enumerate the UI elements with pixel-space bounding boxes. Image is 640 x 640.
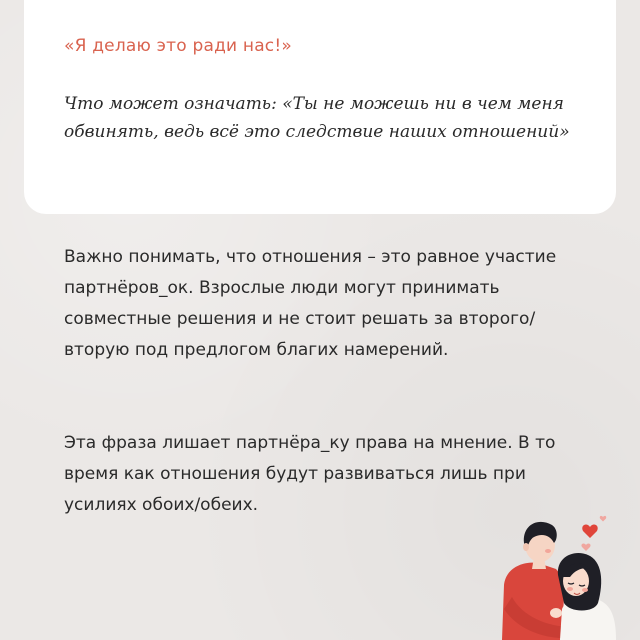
- heart-icon: [581, 516, 606, 551]
- body-paragraph-2: Эта фраза лишает партнёра_ку права на мнение. В то время как отношения будут развиваться лишь при усилиях обоих/обеих.: [64, 433, 556, 515]
- card-quote: Что может означать: «Ты не можешь ни в чем меня обвинять, ведь всё это следствие наших отношений»: [64, 94, 570, 142]
- quote-card: [24, 0, 616, 214]
- card-title: «Я делаю это ради нас!»: [64, 36, 292, 56]
- body-paragraph-1: Важно понимать, что отношения – это равное участие партнёров_ок. Взрослые люди могут принимать совместные решения и не стоит решать за второго/вторую под предлогом благих намерений.: [64, 247, 557, 360]
- hugging-couple-illustration: [486, 505, 640, 640]
